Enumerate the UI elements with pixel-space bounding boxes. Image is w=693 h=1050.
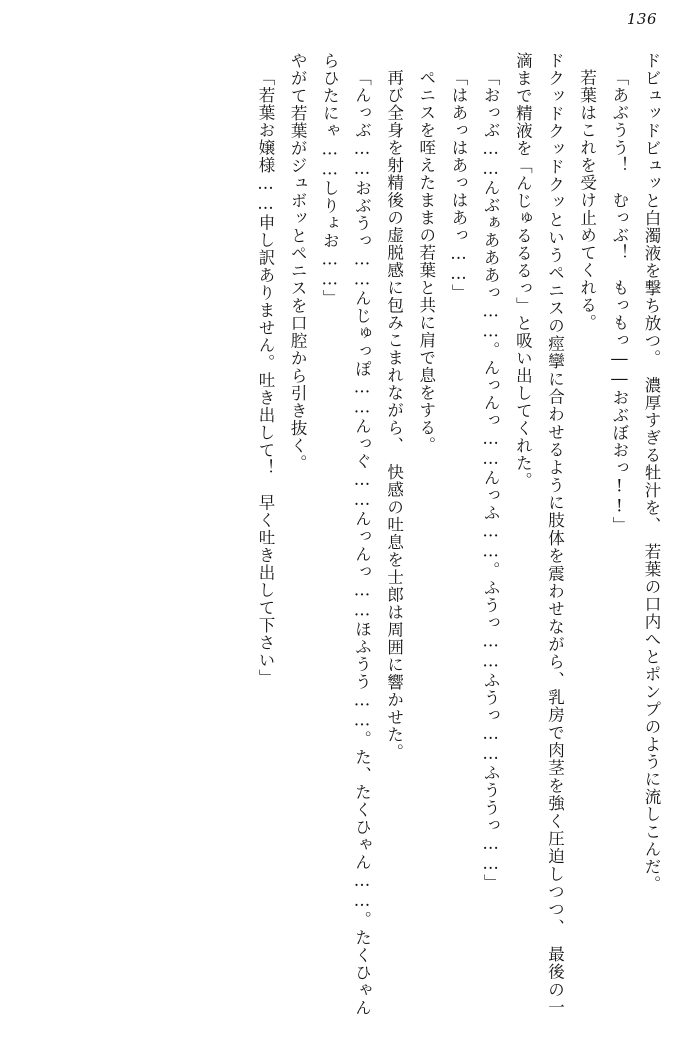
paragraph: 「おっぶ……んぶぁあああっ……。んっんっ……んっふ……。ふうっ……ふうっ……ふううっ……」 [481, 68, 501, 891]
paragraph: 若葉はこれを受け止めてくれる。 [577, 68, 597, 331]
page-number: 136 [626, 10, 657, 28]
paragraph: ドクッドクッドクッというペニスの痙攣に合わせるように肢体を震わせながら、乳房で肉茎を強く圧迫しつつ、 最後の一滴まで精液を「んじゅるるるっ」と吸い出してくれた。 [513, 52, 565, 1016]
paragraph: ドビュッドビュッと白濁液を撃ち放つ。 濃厚すぎる牡汁を、 若葉の口内へとポンプのように流しこんだ。 [642, 52, 661, 893]
paragraph: 「若葉お嬢様……申し訳ありません。吐き出して！ 早く吐き出して下さい」 [255, 68, 275, 686]
body-text [26, 52, 667, 1016]
paragraph: 「はあっはあっはあっ……」 [448, 68, 468, 301]
paragraph: 再び全身を射精後の虚脱感に包みこまれながら、 快感の吐息を士郎は周囲に響かせた。 [384, 68, 404, 761]
paragraph: ペニスを咥えたままの若葉と共に肩で息をする。 [416, 68, 436, 454]
paragraph: 「あぶうう！ むっぶ！ もっもっ――おぶぼおっ!!」 [609, 68, 629, 534]
paragraph: やがて若葉がジュボッとペニスを口腔から引き抜く。 [288, 52, 308, 472]
paragraph: 「んっぶ……おぶうっ……んじゅっぽ……んっぐ……んっんっ……ほふうう……。た、たくひゃん……。たくひゃんらひたにゃ……しりょお……」 [320, 52, 372, 1016]
